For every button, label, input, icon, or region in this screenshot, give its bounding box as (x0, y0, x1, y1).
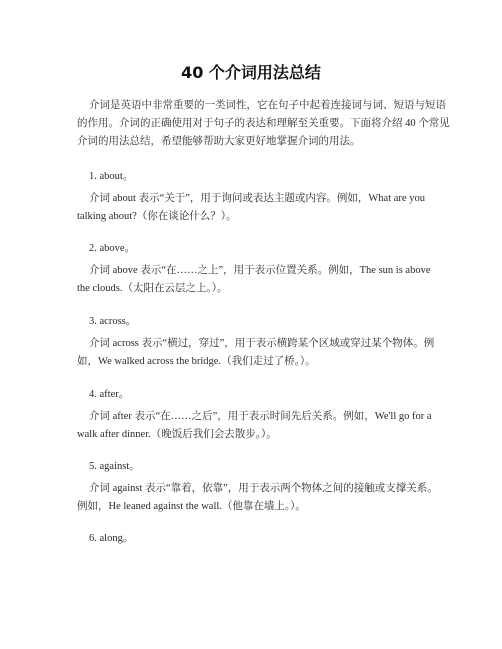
intro-line: 的作用。介词的正确使用对于句子的表达和理解至关重要。下面将介绍 40 个常见 (77, 118, 450, 129)
intro-line: 介词是英语中非常重要的一类词性，它在句子中起着连接词与词、短语与短语 (89, 100, 446, 111)
item-line: 介词 above 表示“在……之上”，用于表示位置关系。例如，The sun is above (89, 265, 431, 276)
item-line: the clouds.（太阳在云层之上。）。 (77, 283, 228, 294)
item-heading: 5. against。 (89, 461, 140, 472)
intro-paragraph (77, 97, 450, 151)
item-paragraph (77, 335, 443, 371)
item-line: 介词 after 表示“在……之后”，用于表示时间先后关系。例如，We'll go for a (89, 411, 432, 422)
item-heading: 6. along。 (89, 533, 134, 544)
item-line: walk after dinner.（晚饭后我们会去散步。）。 (77, 429, 277, 440)
item-heading: 1. about。 (89, 171, 134, 182)
item-paragraph (77, 262, 443, 298)
item-paragraph (77, 408, 443, 444)
page-title: 40 个介词用法总结 (181, 63, 321, 82)
item-paragraph (77, 480, 443, 516)
item-line: 介词 about 表示“关于”，用于询问或表达主题或内容。例如，What are you (89, 193, 425, 204)
item-line: 如，We walked across the bridge.（我们走过了桥。）。 (77, 356, 316, 367)
item-line: talking about?（你在谈论什么？）。 (77, 211, 237, 222)
item-line: 例如，He leaned against the wall.（他靠在墙上。）。 (77, 501, 306, 512)
item-line: 介词 across 表示“横过，穿过”，用于表示横跨某个区域或穿过某个物体。例 (89, 338, 435, 349)
item-heading: 2. above。 (89, 243, 136, 254)
item-paragraph (77, 190, 443, 226)
item-heading: 4. after。 (89, 389, 130, 400)
item-heading: 3. across。 (89, 316, 137, 327)
intro-line: 介词的用法总结，希望能够帮助大家更好地掌握介词的用法。 (77, 136, 361, 147)
item-line: 介词 against 表示“靠着，依靠”，用于表示两个物体之间的接触或支撑关系。 (89, 483, 438, 494)
